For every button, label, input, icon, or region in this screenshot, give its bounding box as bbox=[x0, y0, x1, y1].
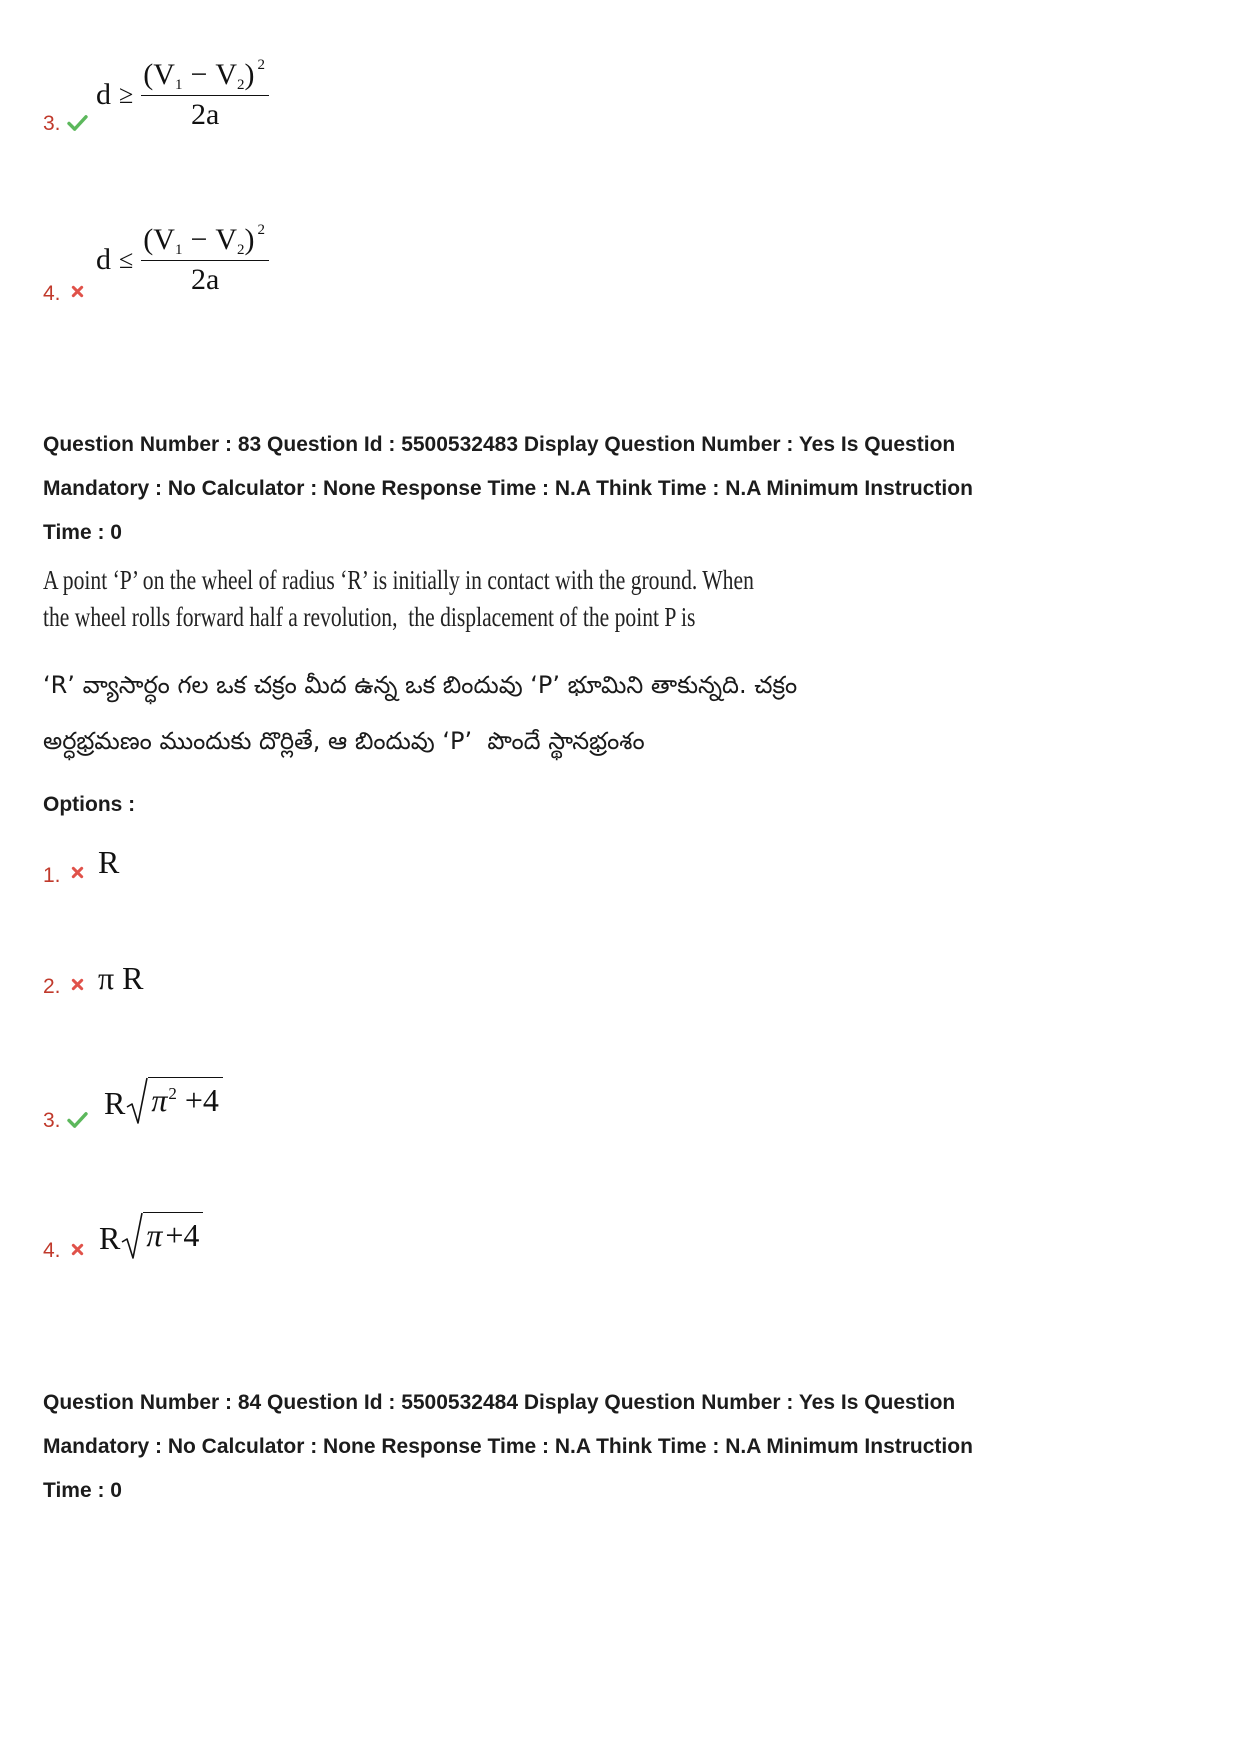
formula-relation: ≥ bbox=[119, 79, 134, 109]
option-number: 1. bbox=[43, 864, 61, 887]
radicand bbox=[148, 1077, 223, 1124]
math-pi: π bbox=[151, 1082, 168, 1118]
math-radius: R bbox=[122, 960, 144, 996]
question-83-header bbox=[43, 423, 973, 555]
formula-relation: ≤ bbox=[119, 244, 134, 274]
open-paren: ( bbox=[143, 58, 154, 91]
option-number: 3. bbox=[43, 1109, 61, 1132]
math-plus-four: +4 bbox=[165, 1217, 200, 1253]
option-math bbox=[99, 1212, 203, 1260]
subscript-2: 2 bbox=[237, 242, 245, 258]
math-plus-four: +4 bbox=[184, 1082, 219, 1118]
math-text: R bbox=[98, 844, 120, 880]
velocity-2: V bbox=[215, 223, 238, 256]
open-paren: ( bbox=[143, 223, 154, 256]
question-84-header bbox=[43, 1381, 973, 1513]
formula-distance-inequality bbox=[96, 55, 269, 134]
question-line: ‘R’ వ్యాసార్ధం గల ఒక చక్రం మీద ఉన్న ఒక బిందువు ‘P’ భూమిని తాకున్నది. చక్రం bbox=[43, 671, 798, 699]
header-line: Question Number : 83 Question Id : 5500532483 Display Question Number : Yes Is Question bbox=[43, 433, 956, 456]
math-coefficient: R bbox=[104, 1085, 126, 1121]
radical-sign bbox=[121, 1212, 143, 1260]
header-line: Mandatory : No Calculator : None Response Time : N.A Think Time : N.A Minimum Instruction bbox=[43, 477, 973, 500]
velocity-2: V bbox=[215, 58, 238, 91]
math-pi: π bbox=[146, 1217, 163, 1253]
minus-sign: − bbox=[190, 58, 208, 91]
math-coefficient: R bbox=[99, 1220, 121, 1256]
radicand bbox=[143, 1212, 203, 1259]
formula-lhs: d bbox=[96, 77, 111, 111]
fraction-numerator bbox=[141, 220, 269, 260]
options-label: Options : bbox=[43, 793, 136, 816]
subscript-2: 2 bbox=[237, 77, 245, 93]
option-math bbox=[98, 843, 119, 881]
check-icon bbox=[67, 114, 88, 131]
question-line: అర్ధభ్రమణం ముందుకు దొర్లితే, ఆ బిందువు ‘P’ పొందే స్థానభ్రంశం bbox=[43, 727, 645, 755]
subscript-1: 1 bbox=[174, 242, 183, 258]
cross-icon bbox=[71, 866, 84, 879]
fraction-denominator: 2a bbox=[191, 98, 220, 131]
exponent: 2 bbox=[168, 1084, 177, 1103]
check-icon bbox=[67, 1111, 88, 1128]
question-83-text-telugu bbox=[43, 657, 1193, 769]
question-line: the wheel rolls forward half a revolution, the displacement of the point P is bbox=[43, 602, 696, 632]
radical-sign bbox=[126, 1077, 148, 1125]
close-paren: ) bbox=[244, 58, 255, 91]
velocity-1: V bbox=[153, 223, 175, 256]
subscript-1: 1 bbox=[174, 77, 183, 93]
fraction bbox=[141, 220, 269, 299]
square-root bbox=[121, 1212, 203, 1260]
cross-icon bbox=[71, 285, 84, 298]
exponent: 2 bbox=[257, 222, 266, 238]
question-line: A point ‘P’ on the wheel of radius ‘R’ is initially in contact with the ground. When bbox=[43, 565, 754, 595]
close-paren: ) bbox=[244, 223, 255, 256]
cross-icon bbox=[71, 978, 84, 991]
option-math bbox=[104, 1077, 223, 1125]
header-line: Mandatory : No Calculator : None Response Time : N.A Think Time : N.A Minimum Instruction bbox=[43, 1435, 973, 1458]
cross-icon bbox=[71, 1243, 84, 1256]
square-root bbox=[126, 1077, 223, 1125]
math-pi: π bbox=[98, 960, 115, 996]
fraction bbox=[141, 55, 269, 134]
fraction-denominator: 2a bbox=[191, 263, 220, 296]
option-math bbox=[98, 959, 144, 997]
header-line: Time : 0 bbox=[43, 521, 122, 544]
question-83-text-english bbox=[43, 562, 932, 636]
velocity-1: V bbox=[153, 58, 175, 91]
minus-sign: − bbox=[190, 223, 208, 256]
header-line: Time : 0 bbox=[43, 1479, 122, 1502]
formula-lhs: d bbox=[96, 242, 111, 276]
formula-distance-inequality bbox=[96, 220, 269, 299]
exponent: 2 bbox=[257, 57, 266, 73]
header-line: Question Number : 84 Question Id : 5500532484 Display Question Number : Yes Is Question bbox=[43, 1391, 956, 1414]
option-number: 4. bbox=[43, 282, 61, 305]
option-number: 3. bbox=[43, 112, 61, 135]
fraction-numerator bbox=[141, 55, 269, 95]
option-number: 2. bbox=[43, 975, 61, 998]
option-number: 4. bbox=[43, 1239, 61, 1262]
